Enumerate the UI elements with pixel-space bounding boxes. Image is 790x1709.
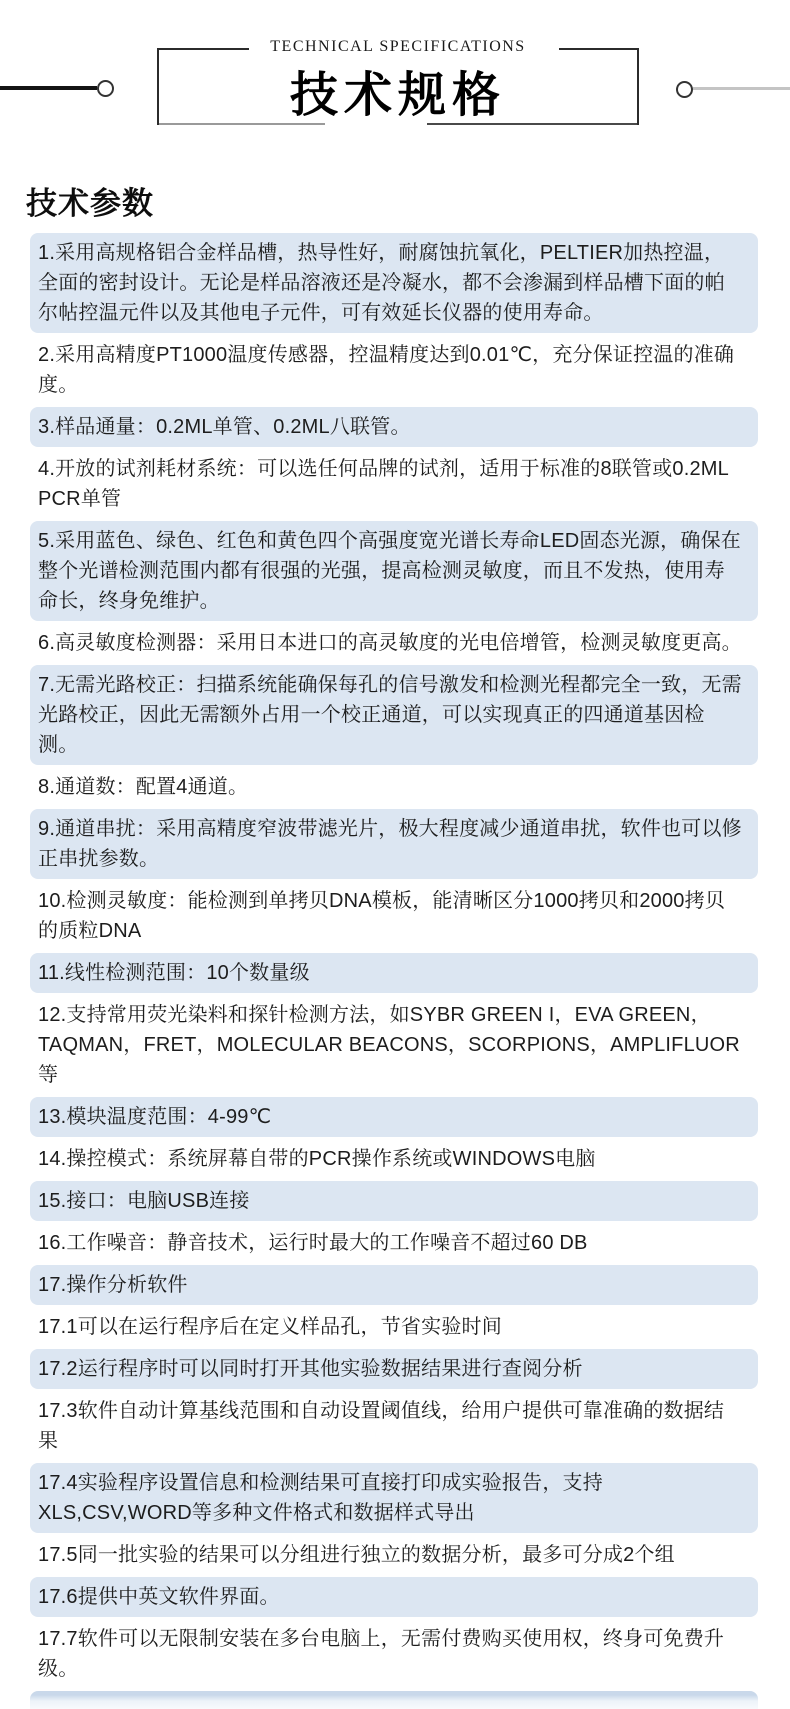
left-rule-dot-icon [97, 80, 114, 97]
spec-item: 17.1可以在运行程序后在定义样品孔，节省实验时间 [38, 1316, 502, 1338]
spec-item: 10.检测灵敏度：能检测到单拷贝DNA模板，能清晰区分1000拷贝和2000拷贝的质粒DNA [38, 890, 726, 942]
title-box [157, 38, 639, 125]
spec-item: 9.通道串扰：采用高精度窄波带滤光片，极大程度减少通道串扰，软件也可以修正串扰参数。 [30, 809, 758, 879]
spec-item: 14.操控模式：系统屏幕自带的PCR操作系统或WINDOWS电脑 [38, 1148, 596, 1170]
spec-item: 3.样品通量：0.2ML单管、0.2ML八联管。 [30, 407, 758, 447]
spec-item: 4.开放的试剂耗材系统：可以选任何品牌的试剂，适用于标准的8联管或0.2ML PCR单管 [38, 458, 729, 510]
spec-item: 17.4实验程序设置信息和检测结果可直接打印成实验报告，支持XLS,CSV,WORD等多种文件格式和数据样式导出 [30, 1463, 758, 1533]
left-rule [0, 86, 97, 90]
spec-item-partial [30, 1691, 758, 1709]
banner-subtitle: TECHNICAL SPECIFICATIONS [270, 38, 526, 55]
spec-item: 16.工作噪音：静音技术，运行时最大的工作噪音不超过60 DB [38, 1232, 588, 1254]
spec-item: 5.采用蓝色、绿色、红色和黄色四个高强度宽光谱长寿命LED固态光源，确保在整个光谱检测范围内都有很强的光强，提高检测灵敏度，而且不发热，使用寿命长，终身免维护。 [30, 521, 758, 621]
spec-item: 17.6提供中英文软件界面。 [30, 1577, 758, 1617]
spec-list [30, 233, 758, 1709]
spec-item: 11.线性检测范围：10个数量级 [30, 953, 758, 993]
spec-item: 1.采用高规格铝合金样品槽，热导性好，耐腐蚀抗氧化，PELTIER加热控温，全面的密封设计。无论是样品溶液还是冷凝水，都不会渗漏到样品槽下面的帕尔帖控温元件以及其他电子元件，可有效延长仪器的使用寿命。 [30, 233, 758, 333]
right-rule-dot-icon [676, 81, 693, 98]
spec-item: 12.支持常用荧光染料和探针检测方法，如SYBR GREEN I，EVA GREEN，TAQMAN，FRET，MOLECULAR BEACONS，SCORPIONS，AMPLIFLUOR等 [38, 1004, 740, 1086]
spec-item: 8.通道数：配置4通道。 [38, 776, 249, 798]
spec-item: 13.模块温度范围：4-99℃ [30, 1097, 758, 1137]
spec-item: 17.2运行程序时可以同时打开其他实验数据结果进行查阅分析 [30, 1349, 758, 1389]
spec-item: 17.7软件可以无限制安装在多台电脑上，无需付费购买使用权，终身可免费升级。 [38, 1628, 725, 1680]
spec-item: 15.接口：电脑USB连接 [30, 1181, 758, 1221]
banner-title: 技术规格 [289, 69, 506, 122]
right-rule [693, 87, 790, 90]
section-heading: 技术参数 [26, 186, 154, 221]
spec-item: 2.采用高精度PT1000温度传感器，控温精度达到0.01℃，充分保证控温的准确度。 [38, 344, 735, 396]
spec-item: 6.高灵敏度检测器：采用日本进口的高灵敏度的光电倍增管，检测灵敏度更高。 [38, 632, 742, 654]
spec-item: 17.操作分析软件 [30, 1265, 758, 1305]
spec-item: 7.无需光路校正：扫描系统能确保每孔的信号激发和检测光程都完全一致，无需光路校正，因此无需额外占用一个校正通道，可以实现真正的四通道基因检测。 [30, 665, 758, 765]
spec-item: 17.3软件自动计算基线范围和自动设置阈值线，给用户提供可靠准确的数据结果 [38, 1400, 725, 1452]
spec-item: 17.5同一批实验的结果可以分组进行独立的数据分析，最多可分成2个组 [38, 1544, 675, 1566]
